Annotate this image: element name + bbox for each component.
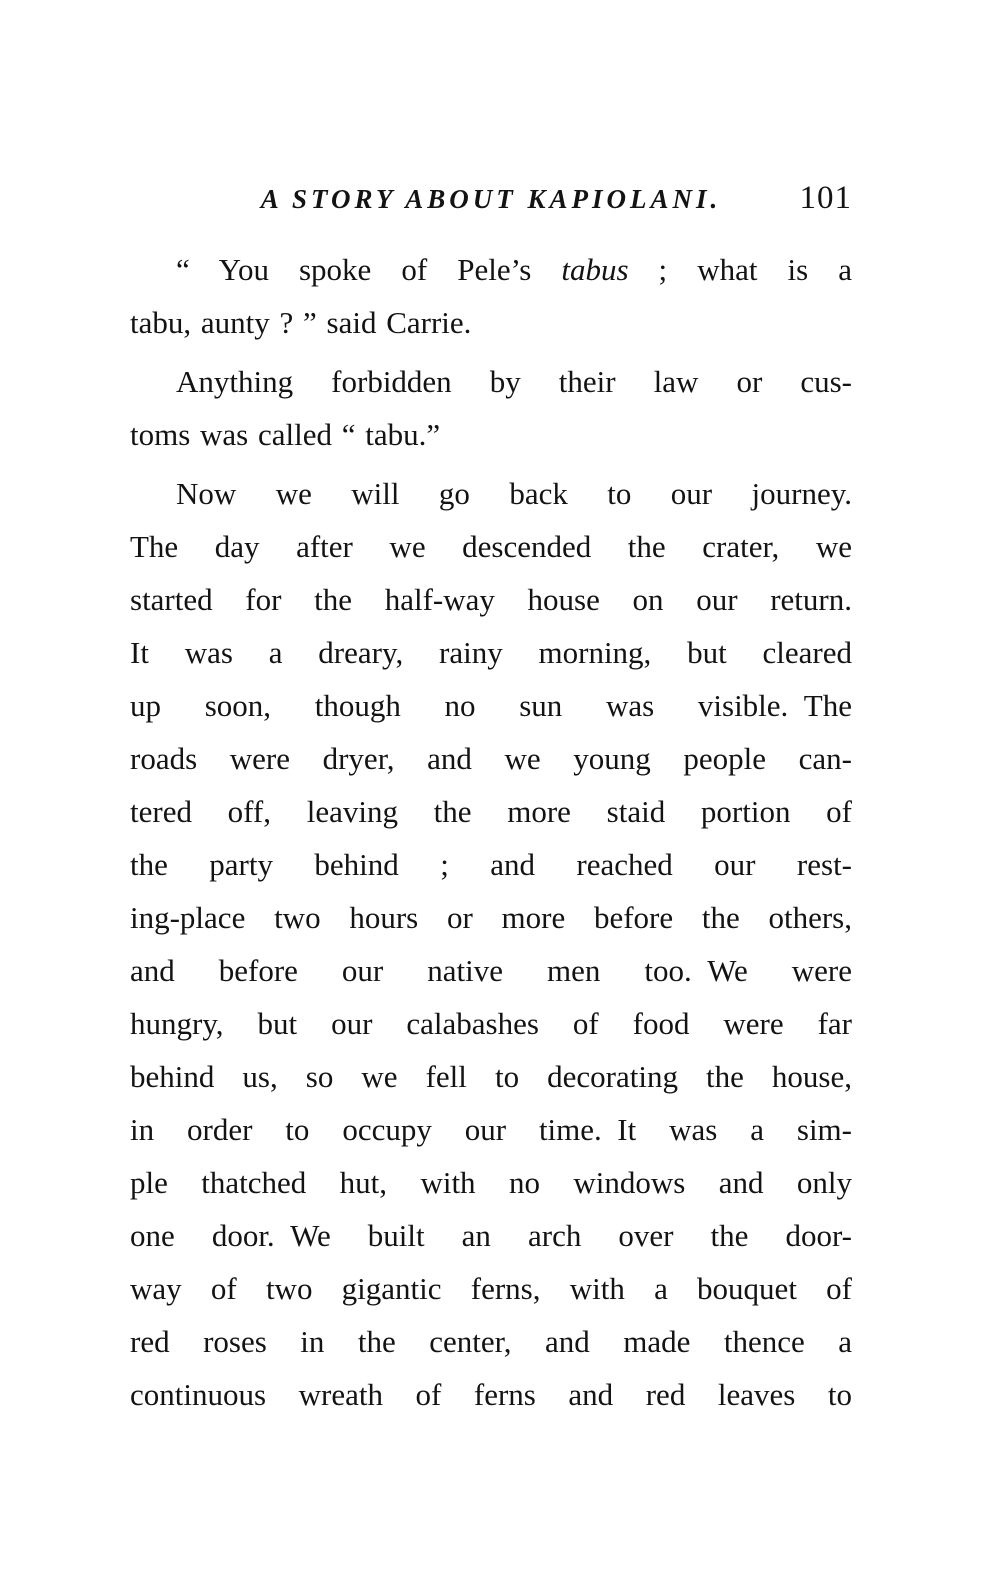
text-segment: up soon, though no sun was visible. The (130, 688, 852, 723)
paragraph (130, 467, 852, 1421)
text-line (130, 296, 852, 349)
text-segment: tabu, aunty ? ” said Carrie. (130, 305, 472, 340)
text-line (130, 1103, 852, 1156)
text-segment: ple thatched hut, with no windows and only (130, 1165, 852, 1200)
text-line (130, 1262, 852, 1315)
text-segment: started for the half-way house on our return. (130, 582, 852, 617)
text-line (130, 732, 852, 785)
text-segment: red roses in the center, and made thence a (130, 1324, 852, 1359)
text-segment: in order to occupy our time. It was a sim- (130, 1112, 852, 1147)
text-line (130, 785, 852, 838)
page-number: 101 (799, 180, 852, 216)
text-segment: roads were dryer, and we young people can- (130, 741, 852, 776)
text-line (130, 679, 852, 732)
italic-text: tabus (561, 252, 629, 287)
text-segment: and before our native men too. We were (130, 953, 852, 988)
text-line (130, 626, 852, 679)
text-segment: It was a dreary, rainy morning, but cleared (130, 635, 852, 670)
text-segment: tered off, leaving the more staid portion of (130, 794, 852, 829)
text-line (130, 1368, 852, 1421)
text-line (130, 1209, 852, 1262)
text-line (130, 838, 852, 891)
text-segment: behind us, so we fell to decorating the house, (130, 1059, 852, 1094)
text-segment: Now we will go back to our journey. (176, 476, 852, 511)
text-segment: ing-place two hours or more before the others, (130, 900, 852, 935)
page-body (130, 243, 852, 1421)
text-line (130, 891, 852, 944)
text-line (130, 355, 852, 408)
running-head-title: A STORY ABOUT KAPIOLANI. (260, 184, 722, 214)
text-line (130, 997, 852, 1050)
text-segment: one door. We built an arch over the door- (130, 1218, 852, 1253)
text-segment: way of two gigantic ferns, with a bouquet of (130, 1271, 852, 1306)
text-segment: Anything forbidden by their law or cus- (176, 364, 852, 399)
text-line (130, 944, 852, 997)
page-header (130, 180, 852, 224)
text-segment: “ You spoke of Pele’s (176, 252, 562, 287)
text-segment: hungry, but our calabashes of food were far (130, 1006, 852, 1041)
text-line (130, 408, 852, 461)
text-line (130, 467, 852, 520)
text-segment: continuous wreath of ferns and red leaves to (130, 1377, 852, 1412)
text-line (130, 1315, 852, 1368)
text-line (130, 1156, 852, 1209)
paragraph (130, 243, 852, 349)
text-line (130, 243, 852, 296)
text-line (130, 520, 852, 573)
paragraph (130, 355, 852, 461)
text-line (130, 1050, 852, 1103)
text-segment: toms was called “ tabu.” (130, 417, 441, 452)
text-segment: ; what is a (628, 252, 853, 287)
text-line (130, 573, 852, 626)
text-segment: The day after we descended the crater, we (130, 529, 852, 564)
text-segment: the party behind ; and reached our rest- (130, 847, 852, 882)
